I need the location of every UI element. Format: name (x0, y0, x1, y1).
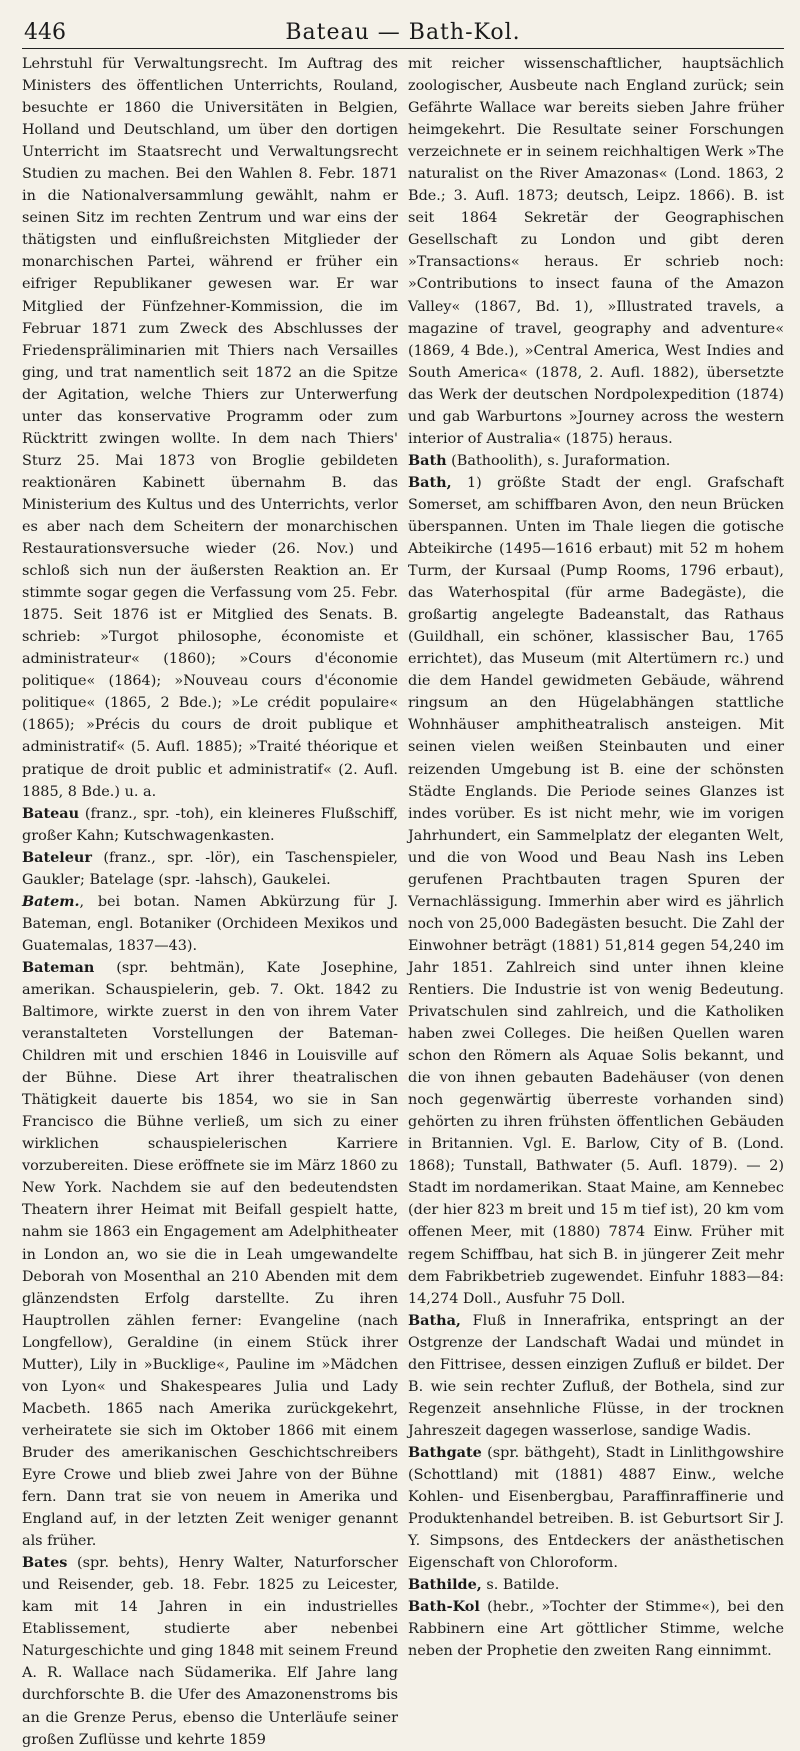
headword: Bateleur (22, 848, 92, 866)
running-title: Bateau — Bath-Kol. (285, 20, 521, 45)
entry-batha (408, 1310, 784, 1442)
entry-text: (franz., spr. -lör), ein Taschenspieler, Gaukler; Batelage (spr. -lahsch), Gaukelei. (22, 849, 398, 888)
entry-bath-kol (408, 1596, 784, 1662)
headword: Bath-Kol (408, 1598, 480, 1616)
entry-text: (spr. behts), Henry Walter, Naturforscher und Reisender, geb. 18. Febr. 1825 zu Leicester, kam mit 14 Jahren in ein industrielles Etablissement, studierte aber nebenbei Naturgeschichte und ging 1848 mit seinem Freund A. R. Wallace nach Südamerika. Elf Jahre lang durchforschte B. die Ufer des Amazonenstroms bis an die Grenze Perus, ebenso die Unterläufe seiner großen Zuflüsse und kehrte 1859 (22, 1555, 398, 1748)
headword: Bates (22, 1554, 68, 1572)
entry-text: s. Batilde. (481, 1577, 560, 1594)
entry-text: Fluß in Innerafrika, entspringt an der Ostgrenze der Landschaft Wadai und mündet in den Fittrisee, dessen einzigen Zufluß er bildet. Der B. wie sein rechter Zufluß, der Bothela, sind zur Regenzeit ansehnliche Flüsse, in der trocknen Jahreszeit dagegen wasserlose, sandige Wadis. (408, 1312, 784, 1439)
entry-text: 1) größte Stadt der engl. Grafschaft Somerset, am schiffbaren Avon, den neun Brücken überspannen. Unten im Thale liegen die gotische Abteikirche (1495—1616 erbaut) mit 52 m hohem Turm, der Kursaal (Pump Rooms, 1796 erbaut), das Waterhospital (für arme Badegäste), die großartig angelegte Badeanstalt, das Rathaus (Guildhall, ein schöner, klassischer Bau, 1765 errichtet), das Museum (mit Altertümern rc.) und die dem Handel gewidmeten Gebäude, während ringsum an den Hügelabhängen stattliche Wohnhäuser amphitheatralisch ansteigen. Mit seinen vielen weißen Steinbauten und einer reizenden Umgebung ist B. eine der schönsten Städte Englands. Die Periode seines Glanzes ist indes vorüber. Es ist nicht mehr, wie im vorigen Jahrhundert, ein Sammelplatz der eleganten Welt, und die von Wood und Beau Nash ins Leben gerufenen Prachtbauten tragen Spuren der Vernachlässigung. Immerhin aber wird es jährlich noch von 25,000 Badegästen besucht. Die Zahl der Einwohner beträgt (1881) 51,814 gegen 54,240 im Jahr 1851. Zahlreich sind unter ihnen kleine Rentiers. Die Industrie ist von wenig Bedeutung. Privatschulen sind zahlreich, und die Katholiken haben zwei Colleges. Die heißen Quellen waren schon den Römern als Aquae Solis bekannt, und die von ihnen gebauten Badehäuser (von denen noch gegenwärtig überreste vorhanden sind) gehörten zu ihren frühsten öffentlichen Gebäuden in Britannien. Vgl. E. Barlow, City of B. (Lond. 1868); Tunstall, Bathwater (5. Aufl. 1879). — 2) Stadt im nordamerikan. Staat Maine, am Kennebec (der hier 823 m breit und 15 m tief ist), 20 km vom offenen Meer, mit (1880) 7874 Einw. Früher mit regem Schiffbau, hat sich B. in jüngerer Zeit mehr dem Fabrikbetrieb zugewendet. Einfuhr 1883—84: 14,274 Doll., Ausfuhr 75 Doll. (408, 474, 784, 1307)
entry-text: (spr. bäthgeht), Stadt in Linlithgowshire (Schottland) mit (1881) 4887 Einw., welche Kohlen- und Eisenbergbau, Paraffinraffinerie und Produktenhandel betreiben. B. ist Geburtsort Sir J. Y. Simpsons, des Entdeckers der anästhetischen Eigenschaft von Chloroform. (408, 1444, 784, 1572)
entry-bath-1 (408, 450, 784, 472)
right-column (408, 53, 784, 1751)
headword: Bathilde, (408, 1576, 482, 1594)
entry-bathilde (408, 1574, 784, 1596)
headword: Batha, (408, 1311, 461, 1329)
headword: Bath, (408, 473, 452, 491)
headword: Batem. (22, 892, 80, 910)
entry-text: (spr. behtmän), Kate Josephine, amerikan. Schauspielerin, geb. 7. Okt. 1842 zu Baltimore, wirkte zuerst in den von ihrem Vater veranstalteten Vorstellungen der Bateman-Children mit und erschien 1846 in Louisville auf der Bühne. Diese Art ihrer theatralischen Thätigkeit dauerte bis 1854, wo sie in San Francisco die Bühne verließ, um sich zu einer wirklichen schauspielerischen Karriere vorzubereiten. Diese eröffnete sie im März 1860 zu New York. Nachdem sie auf den bedeutendsten Theatern ihrer Heimat mit Beifall gespielt hatte, nahm sie 1863 ein Engagement am Adelphitheater in London an, wo sie die in Leah umgewandelte Deborah von Mosenthal an 210 Abenden mit dem glänzendsten Erfolg darstellte. Zu ihren Hauptrollen zählen ferner: Evangeline (nach Longfellow), Geraldine (in einem Stück ihrer Mutter), Lily in »Bucklige«, Pauline im »Mädchen von Lyon« und Shakespeares Julia und Lady Macbeth. 1865 nach Amerika zurückgekehrt, verheiratete sie sich im Oktober 1866 mit einem Bruder des amerikanischen Geschichtschreibers Eyre Crowe und blieb zwei Jahre von der Bühne fern. Dann trat sie von neuem in Amerika und England auf, in der letzten Zeit weniger genannt als früher. (22, 959, 398, 1550)
headword: Bateman (22, 958, 95, 976)
entry-bath-2 (408, 472, 784, 1310)
left-column (22, 53, 398, 1751)
entry-text: (hebr., »Tochter der Stimme«), bei den Rabbinern eine Art göttlicher Stimme, welche neben der Prophetie den zweiten Rang einnimmt. (408, 1599, 784, 1660)
entry-text: (franz., spr. -toh), ein kleineres Flußschiff, großer Kahn; Kutschwagenkasten. (22, 805, 398, 844)
headword: Bath (408, 451, 447, 469)
entry-continuation: Lehrstuhl für Verwaltungsrecht. Im Auftrag des Ministers des öffentlichen Unterrichts, Rouland, besuchte er 1860 die Universitäten in Belgien, Holland und Deutschland, um über den dortigen Unterricht im Staatsrecht und Verwaltungsrecht Studien zu machen. Bei den Wahlen 8. Febr. 1871 in die Nationalversammlung gewählt, nahm er seinen Sitz im rechten Zentrum und war eins der thätigsten und einflußreichsten Mitglieder der monarchischen Partei, während er früher ein eifriger Republikaner gewesen war. Er war Mitglied der Fünfzehner-Kommission, die im Februar 1871 zum Zweck des Abschlusses der Friedenspräliminarien mit Thiers nach Versailles ging, und trat namentlich seit 1872 an die Spitze der Agitation, welche Thiers zur Unterwerfung unter das konservative Programm oder zum Rücktritt zwingen wollte. In dem nach Thiers' Sturz 25. Mai 1873 von Broglie gebildeten reaktionären Kabinett übernahm B. das Ministerium des Kultus und des Unterrichts, verlor es aber nach dem Scheitern der monarchischen Restaurationsversuche wieder (26. Nov.) und schloß sich nun der äußersten Reaktion an. Er stimmte sogar gegen die Verfassung vom 25. Febr. 1875. Seit 1876 ist er Mitglied des Senats. B. schrieb: »Turgot philosophe, économiste et administrateur« (1860); »Cours d'économie politique« (1864); »Nouveau cours d'économie politique« (1865, 2 Bde.); »Le crédit populaire« (1865); »Précis du cours de droit publique et administratif« (5. Aufl. 1885); »Traité théorique et pratique de droit public et administratif« (2. Aufl. 1885, 8 Bde.) u. a. (22, 56, 398, 800)
headword: Bathgate (408, 1443, 482, 1461)
entry-bateau (22, 803, 398, 847)
entry-bathgate (408, 1442, 784, 1574)
page-number: 446 (24, 20, 66, 45)
entry-continuation: mit reicher wissenschaftlicher, hauptsächlich zoologischer, Ausbeute nach England zurück; sein Gefährte Wallace war bereits sieben Jahre früher heimgekehrt. Die Resultate seiner Forschungen verzeichnete er in seinem reichhaltigen Werk »The naturalist on the River Amazonas« (Lond. 1863, 2 Bde.; 3. Aufl. 1873; deutsch, Leipz. 1866). B. ist seit 1864 Sekretär der Geographischen Gesellschaft zu London und gibt deren »Transactions« heraus. Er schrieb noch: »Contributions to insect fauna of the Amazon Valley« (1867, Bd. 1), »Illustrated travels, a magazine of travel, geography and adventure« (1869, 4 Bde.), »Central America, West Indies and South America« (1878, 2. Aufl. 1882), übersetzte das Werk der deutschen Nordpolexpedition (1874) und gab Warburtons »Journey across the western interior of Australia« (1875) heraus. (408, 56, 784, 447)
entry-bateleur (22, 847, 398, 891)
entry-text: (Bathoolith), s. Juraformation. (446, 452, 671, 469)
entry-bateman (22, 957, 398, 1552)
entry-batem (22, 891, 398, 957)
headword: Bateau (22, 804, 80, 822)
page-header (22, 14, 784, 49)
entry-text: , bei botan. Namen Abkürzung für J. Bateman, engl. Botaniker (Orchideen Mexikos und Guatemalas, 1837—43). (22, 893, 398, 954)
entry-bates (22, 1552, 398, 1750)
text-columns (22, 53, 784, 1751)
